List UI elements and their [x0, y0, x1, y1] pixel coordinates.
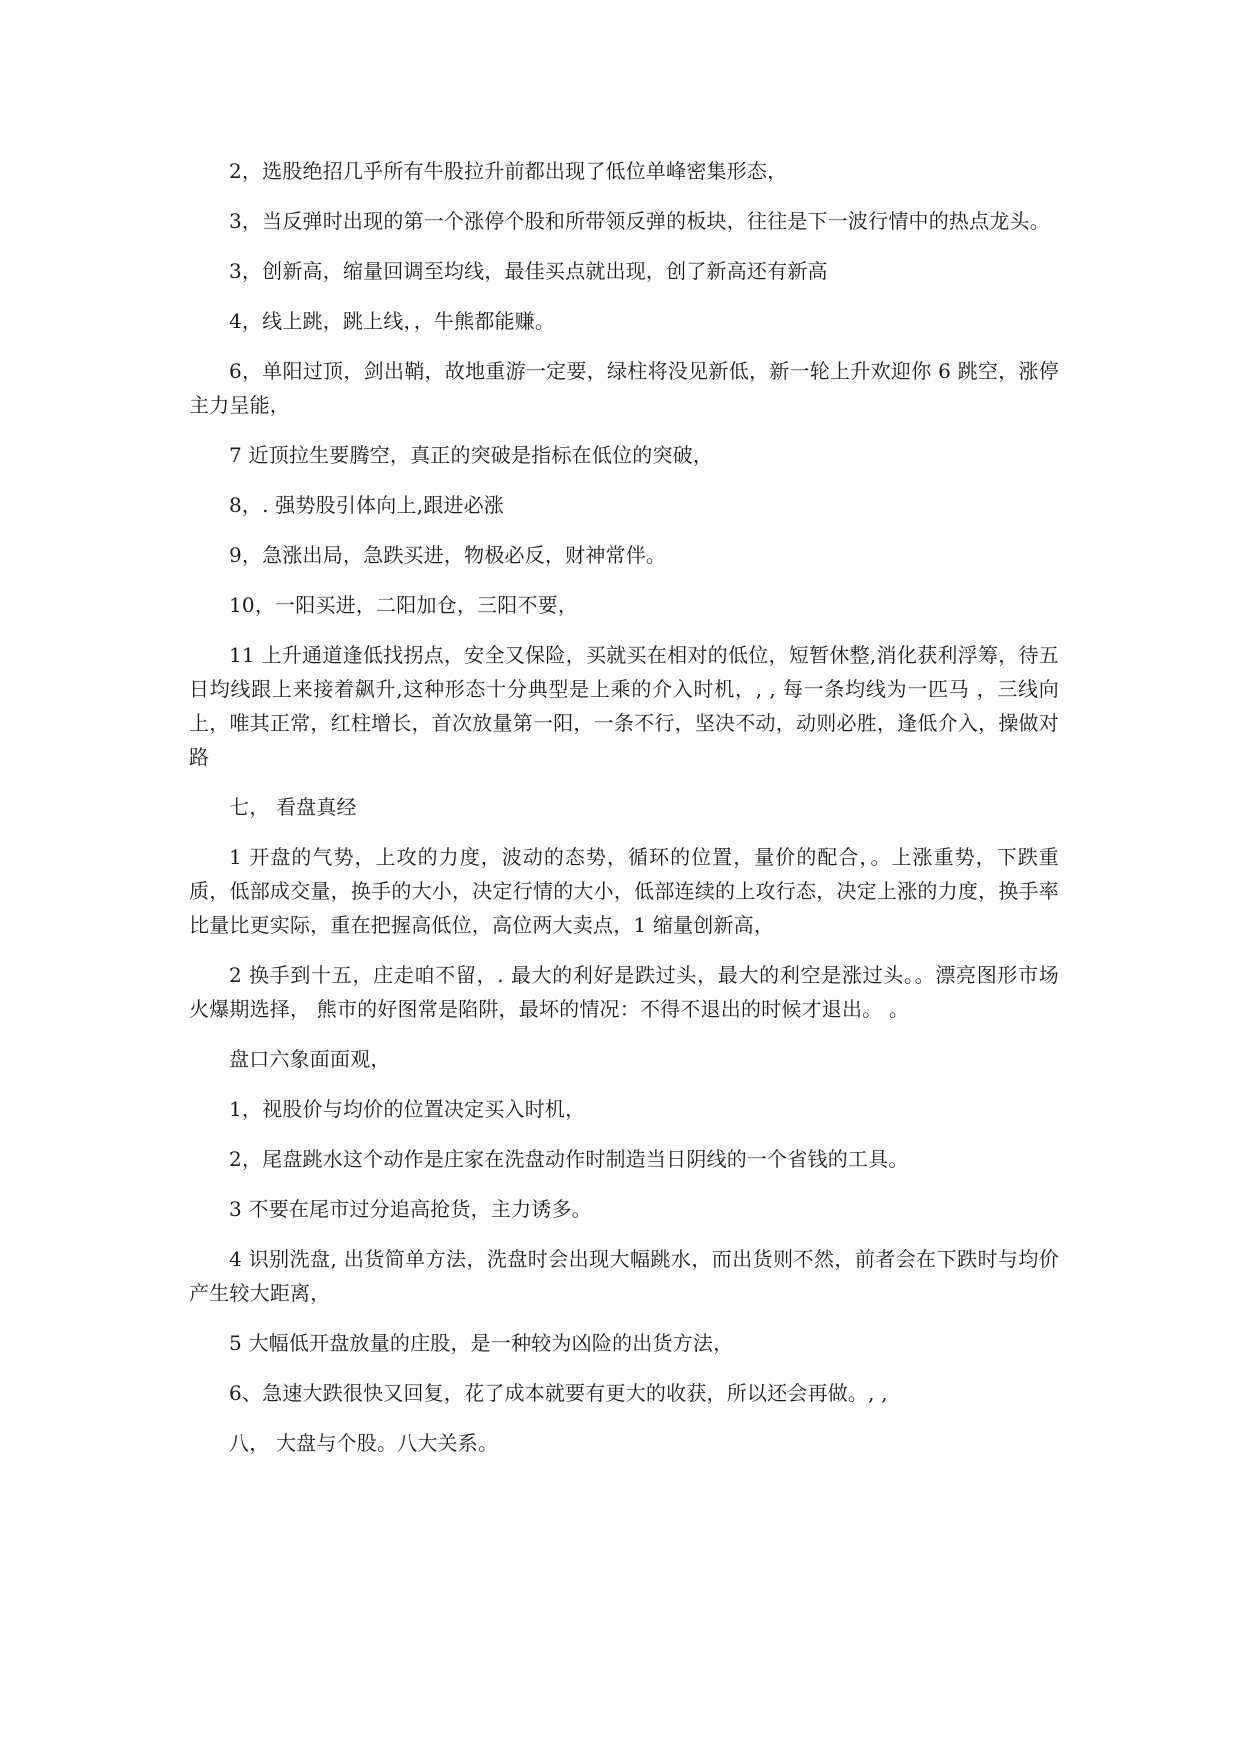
paragraph: 1 开盘的气势，上攻的力度，波动的态势，循环的位置，量价的配合，。上涨重势，下跌重质，低部成交量，换手的大小，决定行情的大小，低部连续的上攻行态，决定上涨的力度，换手率比量比更实际，重在把握高低位，高位两大卖点，1 缩量创新高， [189, 845, 1059, 937]
paragraph: 1，视股价与均价的位置决定买入时机， [229, 1097, 586, 1121]
paragraph: 10，一阳买进，二阳加仓，三阳不要， [229, 593, 579, 617]
paragraph: 4，线上跳，跳上线，，牛熊都能赚。 [229, 309, 556, 333]
paragraph: 5 大幅低开盘放量的庄股，是一种较为凶险的出货方法， [229, 1331, 734, 1355]
paragraph: 7 近顶拉生要腾空，真正的突破是指标在低位的突破， [229, 443, 714, 467]
paragraph: 3，创新高，缩量回调至均线，最佳买点就出现，创了新高还有新高 [229, 259, 828, 283]
subsection-heading: 盘口六象面面观， [229, 1047, 391, 1071]
paragraph: 6、急速大跌很快又回复，花了成本就要有更大的收获，所以还会再做。, , [229, 1381, 888, 1405]
paragraph: 4 识别洗盘, 出货简单方法，洗盘时会出现大幅跳水，而出货则不然，前者会在下跌时与均价产生较大距离， [189, 1247, 1059, 1305]
paragraph: 6，单阳过顶，剑出鞘，故地重游一定要，绿柱将没见新低，新一轮上升欢迎你 6 跳空，涨停主力呈能， [189, 359, 1059, 417]
paragraph: 2，尾盘跳水这个动作是庄家在洗盘动作时制造当日阴线的一个省钱的工具。 [229, 1147, 909, 1171]
paragraph: 3 不要在尾市过分追高抢货，主力诱多。 [229, 1197, 592, 1221]
paragraph: 8，. 强势股引体向上,跟进必涨 [229, 493, 504, 517]
paragraph: 9，急涨出局，急跌买进，物极必反，财神常伴。 [229, 543, 667, 567]
paragraph: 2 换手到十五，庄走咱不留，. 最大的利好是跌过头，最大的利空是涨过头。。漂亮图形市场火爆期选择， 熊市的好图常是陷阱，最坏的情况：不得不退出的时候才退出。 。 [189, 963, 1059, 1021]
paragraph: 11 上升通道逢低找拐点，安全又保险，买就买在相对的低位，短暂休整,消化获利浮筹，待五日均线跟上来接着飙升,这种形态十分典型是上乘的介入时机，, , 每一条均线为一匹马 ，三线向上，唯其正常，红柱增长，首次放量第一阳，一条不行，坚决不动，动则必胜，逢低介入，操做对路 [189, 643, 1059, 769]
section-heading: 八， 大盘与个股。八大关系。 [229, 1431, 499, 1455]
section-heading: 七， 看盘真经 [229, 795, 357, 819]
paragraph: 2，选股绝招几乎所有牛股拉升前都出现了低位单峰密集形态， [229, 159, 788, 183]
document-body [189, 154, 1059, 1476]
paragraph: 3，当反弹时出现的第一个涨停个股和所带领反弹的板块，往往是下一波行情中的热点龙头。 [229, 209, 1050, 233]
